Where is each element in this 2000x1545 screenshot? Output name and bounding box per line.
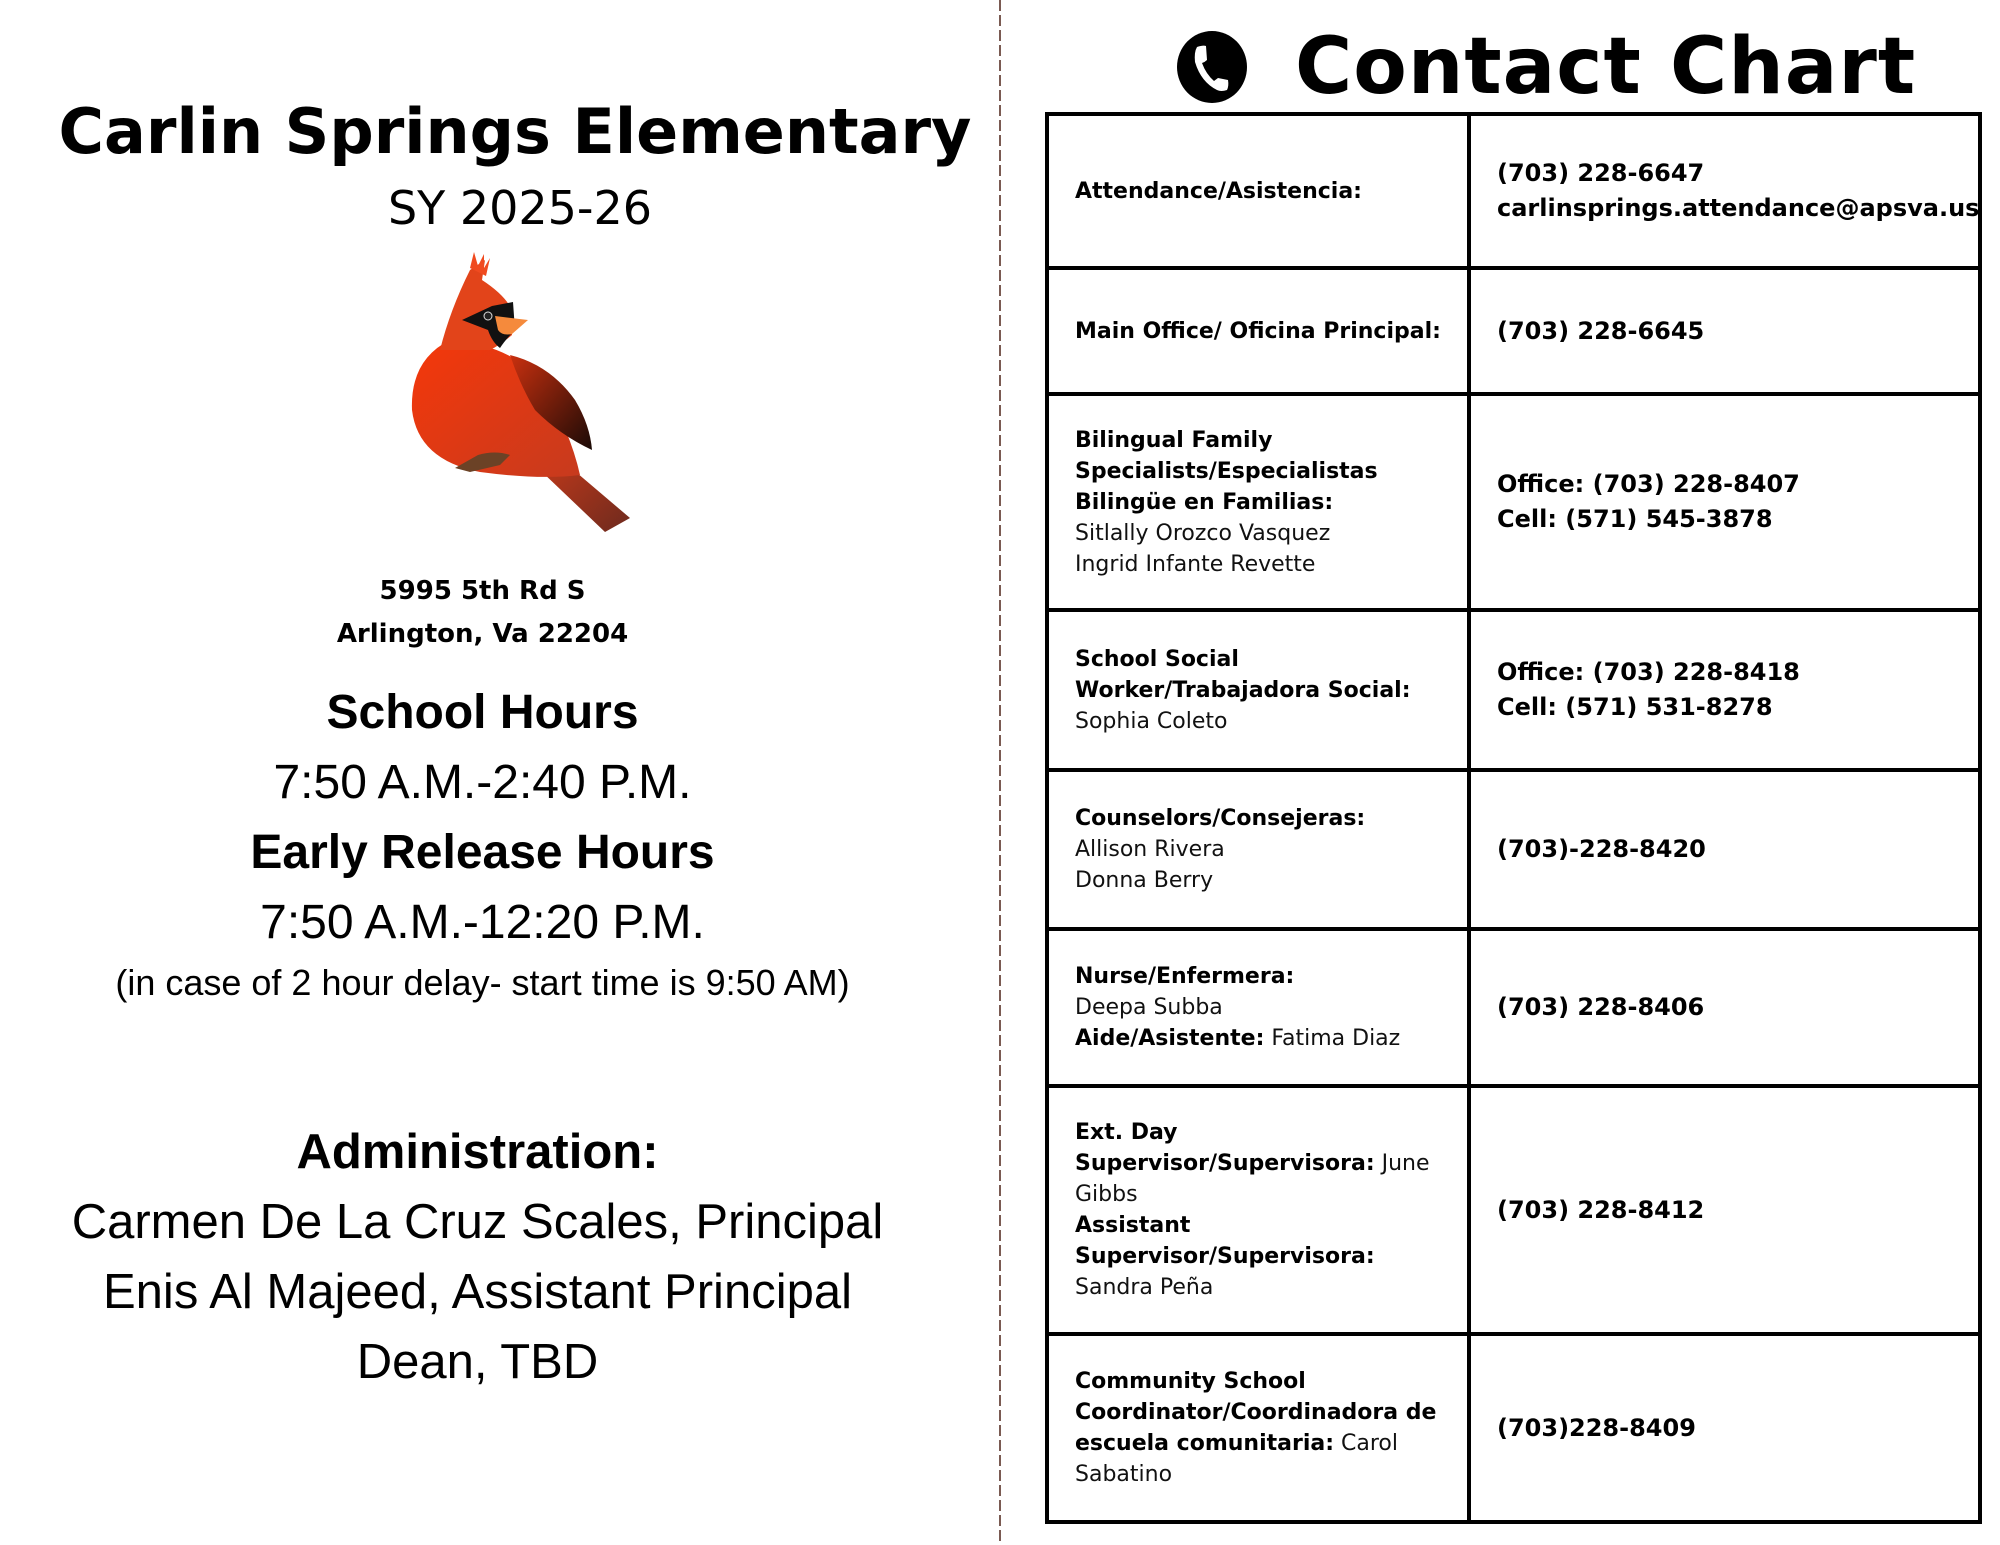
contact-row bbox=[1047, 770, 1980, 929]
contact-row bbox=[1047, 610, 1980, 770]
contact-phone-number: (703) 228-6645 bbox=[1497, 316, 1705, 345]
contact-phone-number: (703) 228-8412 bbox=[1497, 1195, 1705, 1224]
contact-role-label: Community School Coordinator/Coordinadora de escuela comunitaria: bbox=[1075, 1369, 1437, 1456]
contact-phone-number: Cell: (571) 545-3878 bbox=[1497, 505, 1773, 533]
contact-role-cell bbox=[1047, 610, 1469, 770]
contact-info-cell bbox=[1469, 929, 1980, 1086]
contact-row bbox=[1047, 394, 1980, 610]
contact-role-label: Nurse/Enfermera: bbox=[1075, 964, 1295, 989]
contact-role-label: Bilingual Family Specialists/Especialistas Bilingüe en Familias: bbox=[1075, 427, 1378, 515]
contact-person-name: Ingrid Infante Revette bbox=[1075, 551, 1316, 577]
contact-email-link[interactable]: carlinsprings.attendance@apsva.us bbox=[1497, 194, 1980, 222]
contact-info-cell bbox=[1469, 394, 1980, 610]
contact-role-label: Assistant Supervisor/Supervisora: bbox=[1075, 1213, 1375, 1269]
school-address bbox=[0, 570, 965, 656]
contact-role-label: Ext. Day Supervisor/Supervisora: bbox=[1075, 1120, 1375, 1176]
contact-role-label: Aide/Asistente: bbox=[1075, 1026, 1265, 1051]
admin-member: Carmen De La Cruz Scales, Principal bbox=[71, 1195, 884, 1249]
contact-chart-title: Contact Chart bbox=[1295, 22, 1917, 112]
administration-heading: Administration: bbox=[296, 1125, 659, 1179]
fold-divider bbox=[999, 0, 1001, 1545]
contact-person-name: Allison Rivera bbox=[1075, 837, 1225, 862]
contact-person-name: Fatima Diaz bbox=[1264, 1026, 1401, 1051]
contact-chart-header bbox=[1175, 22, 1916, 112]
contact-phone-number: Cell: (571) 531-8278 bbox=[1497, 693, 1773, 721]
admin-member: Enis Al Majeed, Assistant Principal bbox=[103, 1265, 852, 1319]
school-hours-section bbox=[0, 678, 965, 1012]
contact-row bbox=[1047, 1334, 1980, 1522]
contact-role-cell bbox=[1047, 1334, 1469, 1522]
contact-phone-number: (703) 228-8406 bbox=[1497, 993, 1705, 1021]
contact-role-cell bbox=[1047, 929, 1469, 1086]
contact-role-label: School Social Worker/Trabajadora Social: bbox=[1075, 646, 1411, 703]
contact-phone-number: Office: (703) 228-8418 bbox=[1497, 658, 1800, 686]
contact-info-cell bbox=[1469, 1334, 1980, 1522]
school-hours-heading: School Hours bbox=[326, 686, 639, 739]
contact-phone-number: Office: (703) 228-8407 bbox=[1497, 470, 1800, 498]
contact-person-name: Sandra Peña bbox=[1075, 1275, 1214, 1300]
contact-row bbox=[1047, 929, 1980, 1086]
contact-person-name: Carol Sabatino bbox=[1075, 1431, 1399, 1487]
contact-info-cell bbox=[1469, 770, 1980, 929]
contact-info-cell bbox=[1469, 114, 1980, 268]
address-line-1: 5995 5th Rd S bbox=[379, 576, 586, 606]
contact-person-name: Deepa Subba bbox=[1075, 995, 1223, 1020]
contact-person-name: Sophia Coleto bbox=[1075, 708, 1228, 734]
contact-row bbox=[1047, 1086, 1980, 1334]
contact-row bbox=[1047, 268, 1980, 394]
contact-role-cell bbox=[1047, 268, 1469, 394]
contact-phone-number: (703)228-8409 bbox=[1497, 1413, 1696, 1442]
cardinal-bird-icon bbox=[400, 250, 650, 535]
contact-person-name: June Gibbs bbox=[1075, 1151, 1430, 1207]
contact-role-label: Attendance/Asistencia: bbox=[1075, 178, 1362, 204]
contact-person-name: Donna Berry bbox=[1075, 868, 1214, 893]
school-hours-value: 7:50 A.M.-2:40 P.M. bbox=[273, 756, 692, 809]
contact-role-cell bbox=[1047, 114, 1469, 268]
contact-phone-number: (703)-228-8420 bbox=[1497, 835, 1706, 863]
contact-phone-number: (703) 228-6647 bbox=[1497, 159, 1705, 187]
contact-person-name: Sitlally Orozco Vasquez bbox=[1075, 520, 1331, 546]
admin-member: Dean, TBD bbox=[356, 1335, 599, 1389]
contact-role-cell bbox=[1047, 770, 1469, 929]
early-release-heading: Early Release Hours bbox=[250, 826, 715, 879]
contact-info-cell bbox=[1469, 268, 1980, 394]
contact-role-cell bbox=[1047, 1086, 1469, 1334]
address-line-2: Arlington, Va 22204 bbox=[336, 619, 629, 649]
contact-info-cell bbox=[1469, 610, 1980, 770]
school-name: Carlin Springs Elementary bbox=[58, 95, 972, 168]
contact-info-cell bbox=[1469, 1086, 1980, 1334]
contact-role-label: Counselors/Consejeras: bbox=[1075, 806, 1366, 831]
phone-icon bbox=[1175, 30, 1249, 104]
contact-table bbox=[1045, 112, 1982, 1524]
school-year: SY 2025-26 bbox=[387, 181, 653, 235]
contact-role-label: Main Office/ Oficina Principal: bbox=[1075, 318, 1441, 344]
contact-role-cell bbox=[1047, 394, 1469, 610]
delay-note: (in case of 2 hour delay- start time is 9:50 AM) bbox=[115, 962, 850, 1003]
administration-section bbox=[0, 1117, 955, 1397]
early-release-value: 7:50 A.M.-12:20 P.M. bbox=[260, 896, 705, 949]
contact-row bbox=[1047, 114, 1980, 268]
